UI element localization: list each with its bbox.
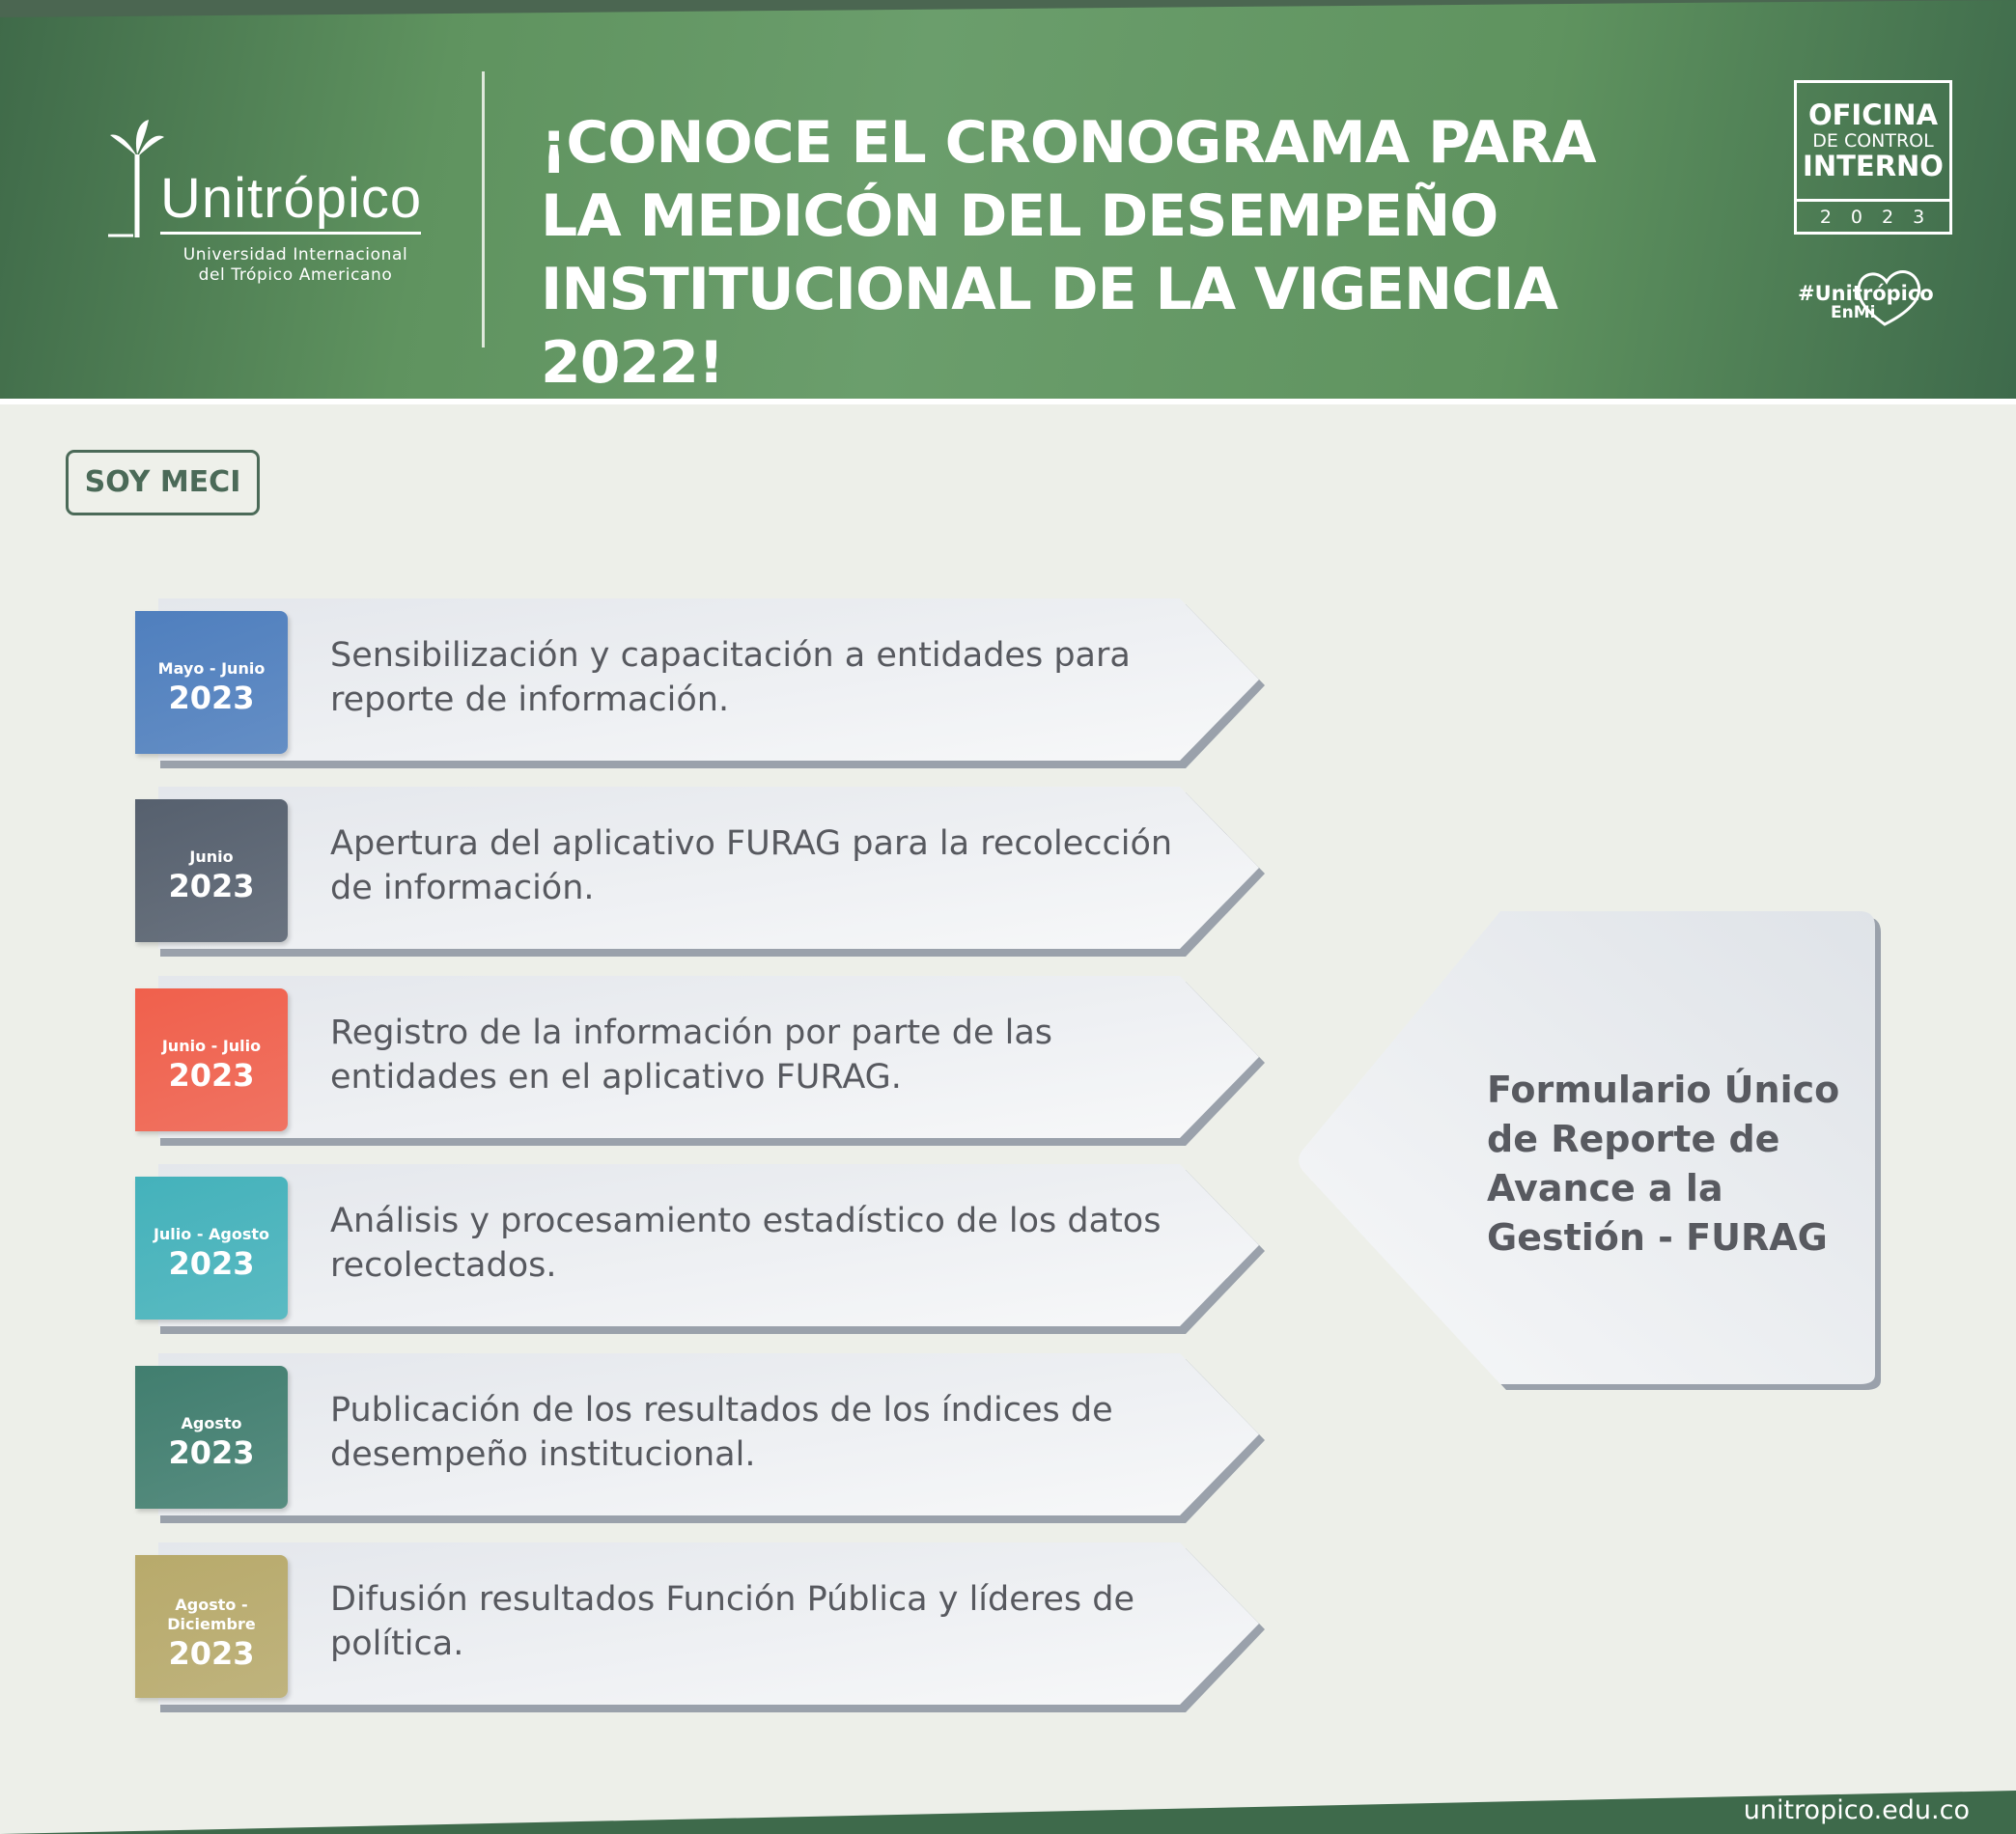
- header-top-stripe: [0, 0, 2016, 17]
- step-description: Difusión resultados Función Pública y líderes de política.: [330, 1580, 1135, 1663]
- step-date-block: [135, 1177, 288, 1320]
- step-period: Agosto - Diciembre: [167, 1596, 256, 1633]
- step-date-block: [135, 1555, 288, 1698]
- office-year: 2023: [1819, 207, 1945, 228]
- step-year: 2023: [168, 680, 255, 716]
- step-year: 2023: [168, 868, 255, 904]
- logo-underline: [160, 232, 421, 236]
- timeline-step-1: [133, 597, 1274, 776]
- hashtag-line-2: EnMi: [1831, 303, 1876, 322]
- office-line-3: INTERNO: [1803, 150, 1944, 182]
- step-date-block: [135, 611, 288, 754]
- office-line-2: DE CONTROL: [1812, 130, 1934, 152]
- step-period: Julio - Agosto: [153, 1225, 270, 1243]
- office-rule: [1797, 199, 1949, 202]
- step-year: 2023: [168, 1434, 255, 1471]
- step-description: Sensibilización y capacitación a entidades para reporte de información.: [330, 636, 1131, 719]
- logo-subtitle: Universidad Internacional del Trópico Americano: [182, 245, 408, 285]
- office-line-1: OFICINA: [1807, 98, 1939, 131]
- step-date-block: [135, 1366, 288, 1509]
- palm-icon: [108, 116, 166, 241]
- step-period: Junio: [189, 848, 234, 866]
- header-divider: [482, 71, 485, 347]
- hashtag-line-1: #Unitrópico: [1798, 282, 1934, 305]
- header-bottom-border: [0, 399, 2016, 404]
- footer-band: [0, 1791, 2016, 1834]
- page-title: ¡CONOCE EL CRONOGRAMA PARA LA MEDICÓN DEL DESEMPEÑO INSTITUCIONAL DE LA VIGENCIA 2022!: [541, 109, 1596, 397]
- timeline-step-2: [133, 785, 1274, 964]
- step-year: 2023: [168, 1635, 255, 1672]
- step-year: 2023: [168, 1245, 255, 1282]
- timeline-step-6: [133, 1541, 1274, 1720]
- step-period: Agosto: [181, 1414, 242, 1432]
- soy-meci-badge: SOY MECI: [66, 450, 260, 515]
- step-period: Junio - Julio: [161, 1037, 262, 1055]
- step-year: 2023: [168, 1057, 255, 1094]
- footer-website-link[interactable]: unitropico.edu.co: [1743, 1795, 1970, 1825]
- timeline-step-3: [133, 974, 1274, 1153]
- hashtag-unitropico-enmi: [1796, 261, 1941, 328]
- furag-title: Formulario Único de Reporte de Avance a la Gestión - FURAG: [1487, 1069, 1840, 1259]
- step-description: Registro de la información por parte de las entidades en el aplicativo FURAG.: [330, 1014, 1053, 1097]
- step-description: Análisis y procesamiento estadístico de los datos recolectados.: [330, 1202, 1162, 1285]
- office-control-interno-badge: [1794, 80, 1952, 235]
- furag-callout: [1288, 907, 1887, 1390]
- step-period: Mayo - Junio: [157, 659, 266, 678]
- step-description: Apertura del aplicativo FURAG para la recolección de información.: [330, 824, 1173, 907]
- timeline-step-4: [133, 1162, 1274, 1342]
- step-date-block: [135, 799, 288, 942]
- header-banner: [0, 0, 2016, 399]
- step-description: Publicación de los resultados de los índices de desempeño institucional.: [330, 1391, 1113, 1474]
- unitropico-logo: [108, 116, 427, 299]
- logo-wordmark: Unitrópico: [160, 167, 423, 230]
- step-date-block: [135, 988, 288, 1131]
- timeline-step-5: [133, 1351, 1274, 1531]
